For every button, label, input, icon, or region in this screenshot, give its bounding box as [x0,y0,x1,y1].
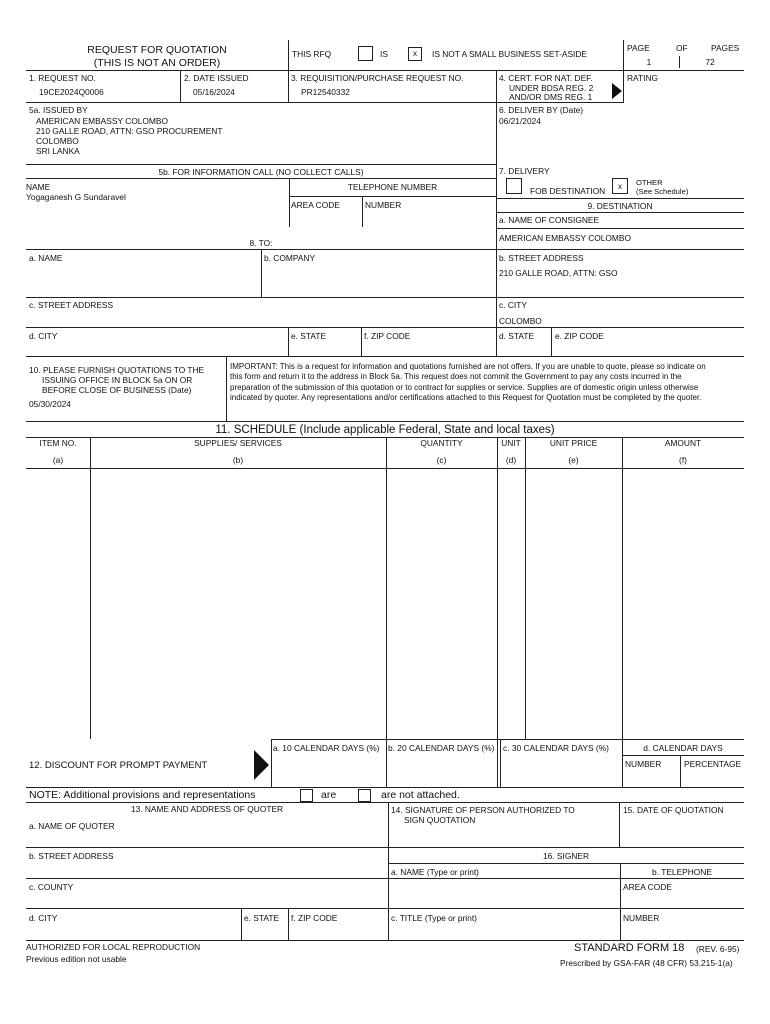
requisition-label: 3. REQUISITION/PURCHASE REQUEST NO. [291,73,464,83]
fob-destination-label: FOB DESTINATION [530,186,606,196]
pages-label: PAGES [711,43,740,53]
fob-destination-checkbox[interactable] [506,178,522,194]
furnish-line2: ISSUING OFFICE IN BLOCK 5a ON OR [42,375,193,385]
is-label: IS [380,49,388,59]
issued-by-line4: SRI LANKA [36,146,80,156]
quoter-block-label: 13. NAME AND ADDRESS OF QUOTER [130,804,284,814]
other-label: OTHER [636,178,663,187]
info-call-label: 5b. FOR INFORMATION CALL (NO COLLECT CALLS) [158,167,364,177]
discount-arrow-icon [254,750,269,780]
cert-label-line3: AND/OR DMS REG. 1 [509,92,593,102]
deliver-by-value: 06/21/2024 [499,116,541,126]
to-city-label: d. CITY [29,331,58,341]
consignee-value: AMERICAN EMBASSY COLOMBO [499,233,632,243]
discount-30-days: c. 30 CALENDAR DAYS (%) [503,743,609,753]
discount-calendar-days: d. CALENDAR DAYS [643,743,723,753]
cert-arrow-icon [612,83,622,99]
deliver-by-label: 6. DELIVER BY (Date) [499,105,584,115]
discount-10-days: a. 10 CALENDAR DAYS (%) [273,743,380,753]
form-title-line1: REQUEST FOR QUOTATION [87,44,227,56]
col-unit-price-letter: (e) [568,455,579,465]
quoter-county-label: c. COUNTY [29,882,74,892]
see-schedule-label: (See Schedule) [636,187,689,196]
prescribed-by: Prescribed by GSA-FAR (48 CFR) 53.215-1(a) [560,958,733,968]
schedule-title: 11. SCHEDULE (Include applicable Federal, State and local taxes) [215,424,555,436]
signer-number-label: NUMBER [623,913,660,923]
note-text: NOTE: Additional provisions and representations [29,789,256,801]
provisions-are-not-checkbox[interactable] [358,789,371,802]
destination-city-value: COLOMBO [499,316,542,326]
provisions-are-not-label: are not attached. [381,789,460,801]
number-label: NUMBER [365,200,402,210]
request-no-label: 1. REQUEST NO. [29,73,96,83]
destination-city-label: c. CITY [499,300,527,310]
col-amount: AMOUNT [664,438,702,448]
request-no-value: 19CE2024Q0006 [39,87,104,97]
of-label: OF [676,43,688,53]
to-company-label: b. COMPANY [264,253,316,263]
provisions-are-checkbox[interactable] [300,789,313,802]
contact-name-label: NAME [26,182,51,192]
consignee-label: a. NAME OF CONSIGNEE [499,215,600,225]
destination-zip-label: e. ZIP CODE [555,331,604,341]
quoter-state-label: e. STATE [244,913,280,923]
cert-label-line1: 4. CERT. FOR NAT. DEF. [499,73,593,83]
discount-label: 12. DISCOUNT FOR PROMPT PAYMENT [29,760,208,771]
to-street-label: c. STREET ADDRESS [29,300,114,310]
col-supplies-letter: (b) [232,455,244,465]
destination-street-value: 210 GALLE ROAD, ATTN: GSO [499,268,618,278]
rating-label: RATING [627,73,659,83]
form-title-line2: (THIS IS NOT AN ORDER) [93,57,221,69]
date-issued-label: 2. DATE ISSUED [184,73,249,83]
discount-number: NUMBER [625,759,662,769]
previous-edition: Previous edition not usable [26,954,127,964]
discount-percentage: PERCENTAGE [684,759,742,769]
col-unit: UNIT [501,438,521,448]
signature-label-line2: SIGN QUOTATION [404,815,476,825]
authorized-reproduction: AUTHORIZED FOR LOCAL REPRODUCTION [26,942,201,952]
furnish-date: 05/30/2024 [29,399,71,409]
is-not-set-aside-checkbox[interactable]: x [408,47,422,61]
telephone-label: TELEPHONE NUMBER [347,182,438,192]
to-name-label: a. NAME [29,253,63,263]
furnish-line1: 10. PLEASE FURNISH QUOTATIONS TO THE [29,365,205,375]
this-rfq-label: THIS RFQ [292,49,332,59]
col-quantity: QUANTITY [420,438,463,448]
to-label: 8. TO: [249,238,273,248]
col-unit-letter: (d) [505,455,517,465]
date-issued-value: 05/16/2024 [193,87,235,97]
important-notice: IMPORTANT: This is a request for information and quotations furnished are not offers. If you are unable to quote, please so indicate on this form and return it to the address in Block 5a. This request does not commit the Government to pay any costs incurred in the preparation of the submission of this quotation or to contract for supplies or service. Supplies are of domestic origin unless otherwise indicated by quoter. Any representations and/or certifications attached to this Request for Quotation must be completed by the quoter. [230,362,706,403]
furnish-line3: BEFORE CLOSE OF BUSINESS (Date) [42,385,192,395]
other-checkbox[interactable]: x [612,178,628,194]
quoter-zip-label: f. ZIP CODE [291,913,338,923]
col-item-letter: (a) [52,455,64,465]
total-pages: 72 [705,57,715,67]
cert-label-line2: UNDER BDSA REG. 2 [509,83,594,93]
signer-name-label: a. NAME (Type or print) [391,867,479,877]
quoter-city-label: d. CITY [29,913,58,923]
form-revision: (REV. 6-95) [696,944,740,954]
issued-by-line1: AMERICAN EMBASSY COLOMBO [36,116,169,126]
quoter-street-label: b. STREET ADDRESS [29,851,114,861]
col-unit-price: UNIT PRICE [549,438,598,448]
signer-title-label: c. TITLE (Type or print) [391,913,477,923]
is-set-aside-checkbox[interactable] [358,46,373,61]
signer-telephone-label: b. TELEPHONE [652,867,712,877]
requisition-value: PR12540332 [301,87,350,97]
issued-by-line3: COLOMBO [36,136,79,146]
provisions-are-label: are [321,789,337,801]
signature-label-line1: 14. SIGNATURE OF PERSON AUTHORIZED TO [391,805,575,815]
contact-name-value: Yogaganesh G Sundaravel [26,192,126,202]
destination-state-label: d. STATE [499,331,535,341]
destination-street-label: b. STREET ADDRESS [499,253,584,263]
form-name: STANDARD FORM 18 [574,942,685,954]
col-supplies: SUPPLIES/ SERVICES [194,438,282,448]
to-zip-label: f. ZIP CODE [364,331,411,341]
area-code-label: AREA CODE [291,200,340,210]
col-item-no: ITEM NO. [39,438,77,448]
signer-area-code-label: AREA CODE [623,882,672,892]
signer-label: 16. SIGNER [542,851,590,861]
page-number: 1 [646,57,652,67]
quotation-date-label: 15. DATE OF QUOTATION [623,805,724,815]
issued-by-line2: 210 GALLE ROAD, ATTN: GSO PROCUREMENT [36,126,223,136]
discount-20-days: b. 20 CALENDAR DAYS (%) [388,743,495,753]
issued-by-label: 5a. ISSUED BY [29,105,88,115]
delivery-label: 7. DELIVERY [499,166,550,176]
to-state-label: e. STATE [291,331,327,341]
col-amount-letter: (f) [679,455,687,465]
col-quantity-letter: (c) [436,455,447,465]
is-not-set-aside-label: IS NOT A SMALL BUSINESS SET-ASIDE [432,49,587,59]
page-label: PAGE [627,43,650,53]
quoter-name-label: a. NAME OF QUOTER [29,821,115,831]
destination-label: 9. DESTINATION [587,201,653,211]
